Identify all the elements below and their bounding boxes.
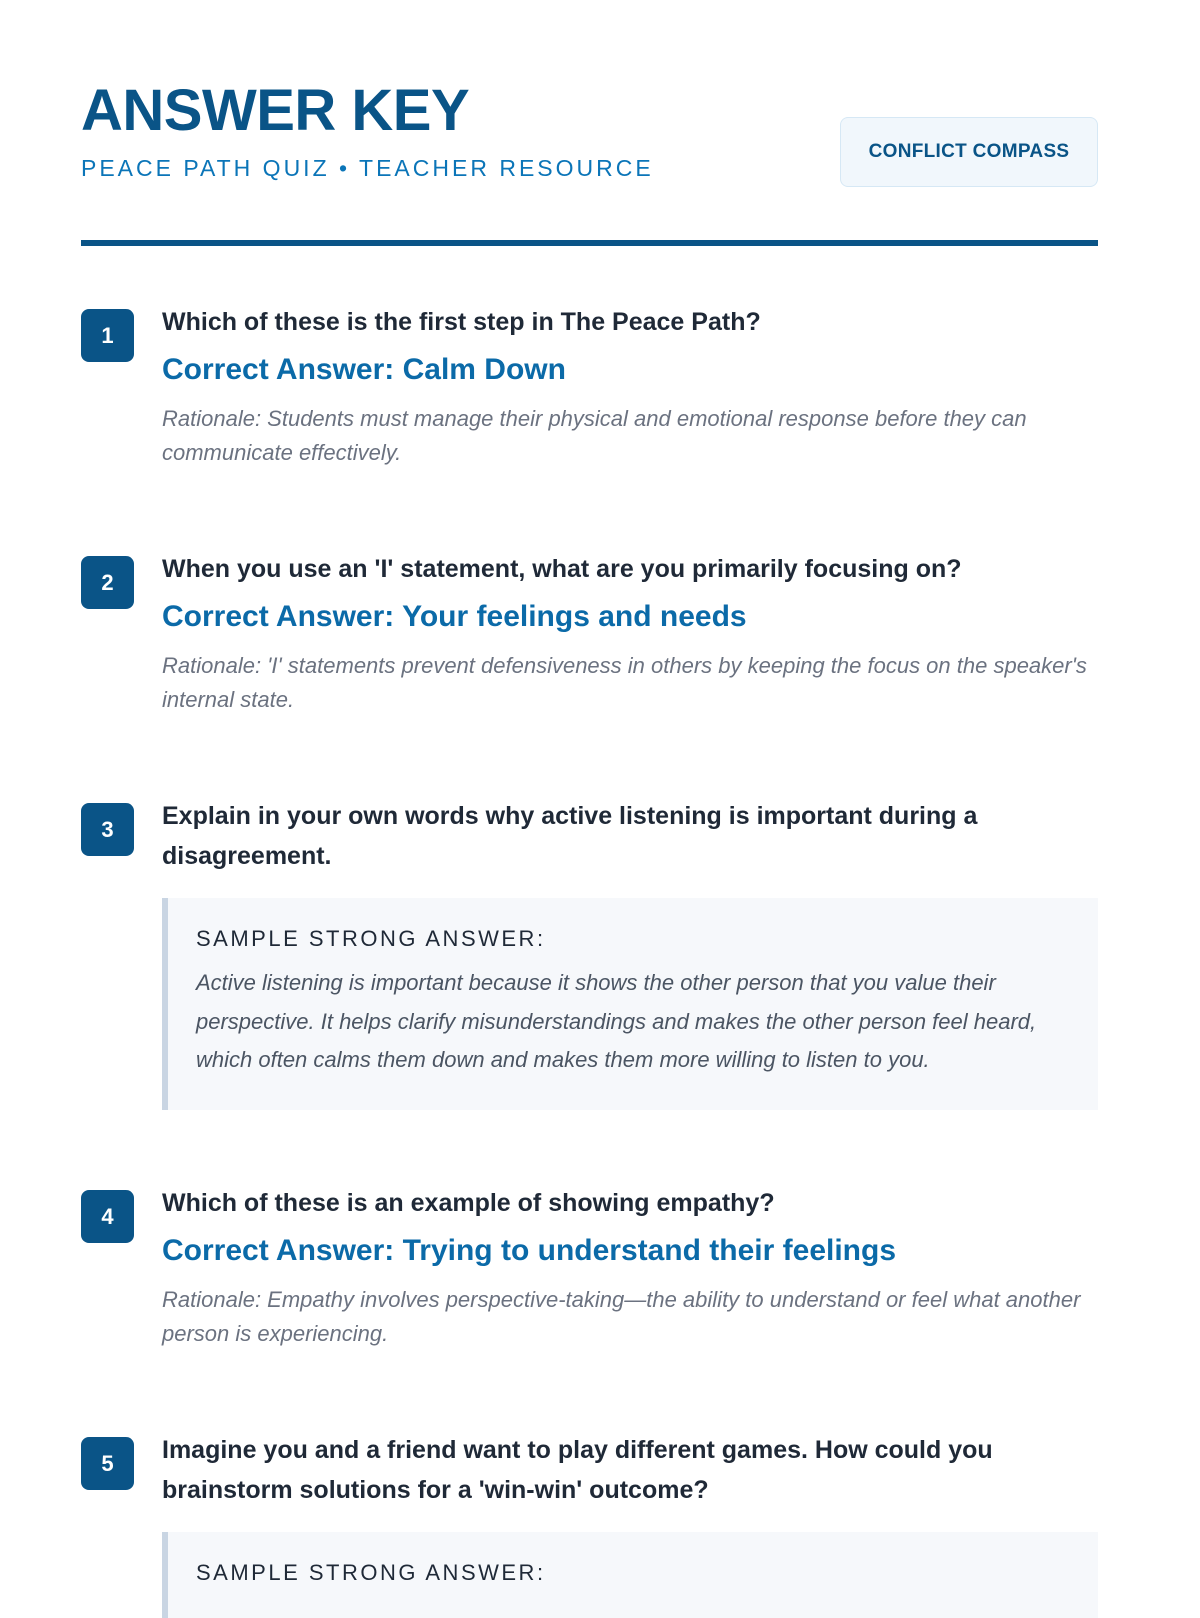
page-title: ANSWER KEY: [81, 78, 470, 143]
question-item: [81, 803, 1098, 1110]
question-text: Imagine you and a friend want to play different games. How could you brainstorm solutions for a 'win-win' outcome?: [162, 1436, 993, 1504]
question-number-badge: 1: [81, 309, 134, 362]
sample-answer-text: Active listening is important because it shows the other person that you value their perspective. It helps clarify misunderstandings and makes the other person feel heard, which often calms them down and makes them more willing to listen to you.: [196, 970, 1037, 1072]
question-number-badge: 4: [81, 1190, 134, 1243]
question-text: When you use an 'I' statement, what are you primarily focusing on?: [162, 555, 962, 583]
question-item: [81, 556, 1098, 717]
header-divider: [81, 240, 1098, 246]
correct-answer: Correct Answer: Trying to understand their feelings: [162, 1234, 897, 1267]
sample-answer-box: [162, 898, 1098, 1110]
question-number-badge: 3: [81, 803, 134, 856]
question-number-badge: 5: [81, 1437, 134, 1490]
question-text: Which of these is the first step in The Peace Path?: [162, 308, 761, 336]
correct-answer: Correct Answer: Your feelings and needs: [162, 600, 747, 633]
question-number-badge: 2: [81, 556, 134, 609]
sample-answer-box: [162, 1532, 1098, 1618]
rationale-text: Rationale: Students must manage their physical and emotional response before they can communicate effectively.: [162, 406, 1027, 465]
question-text: Explain in your own words why active listening is important during a disagreement.: [162, 802, 978, 870]
question-item: [81, 309, 1098, 470]
question-text: Which of these is an example of showing empathy?: [162, 1189, 775, 1217]
page-header: [81, 0, 1098, 247]
page-subtitle: PEACE PATH QUIZ • TEACHER RESOURCE: [81, 155, 654, 181]
correct-answer: Correct Answer: Calm Down: [162, 353, 566, 386]
question-item: [81, 1437, 1098, 1618]
sample-answer-label: SAMPLE STRONG ANSWER:: [196, 926, 546, 951]
rationale-text: Rationale: Empathy involves perspective-taking—the ability to understand or feel what another person is experiencing.: [162, 1287, 1081, 1346]
brand-badge: CONFLICT COMPASS: [840, 117, 1098, 187]
question-item: [81, 1190, 1098, 1351]
sample-answer-label: SAMPLE STRONG ANSWER:: [196, 1560, 546, 1585]
rationale-text: Rationale: 'I' statements prevent defensiveness in others by keeping the focus on the speaker's internal state.: [162, 653, 1087, 712]
